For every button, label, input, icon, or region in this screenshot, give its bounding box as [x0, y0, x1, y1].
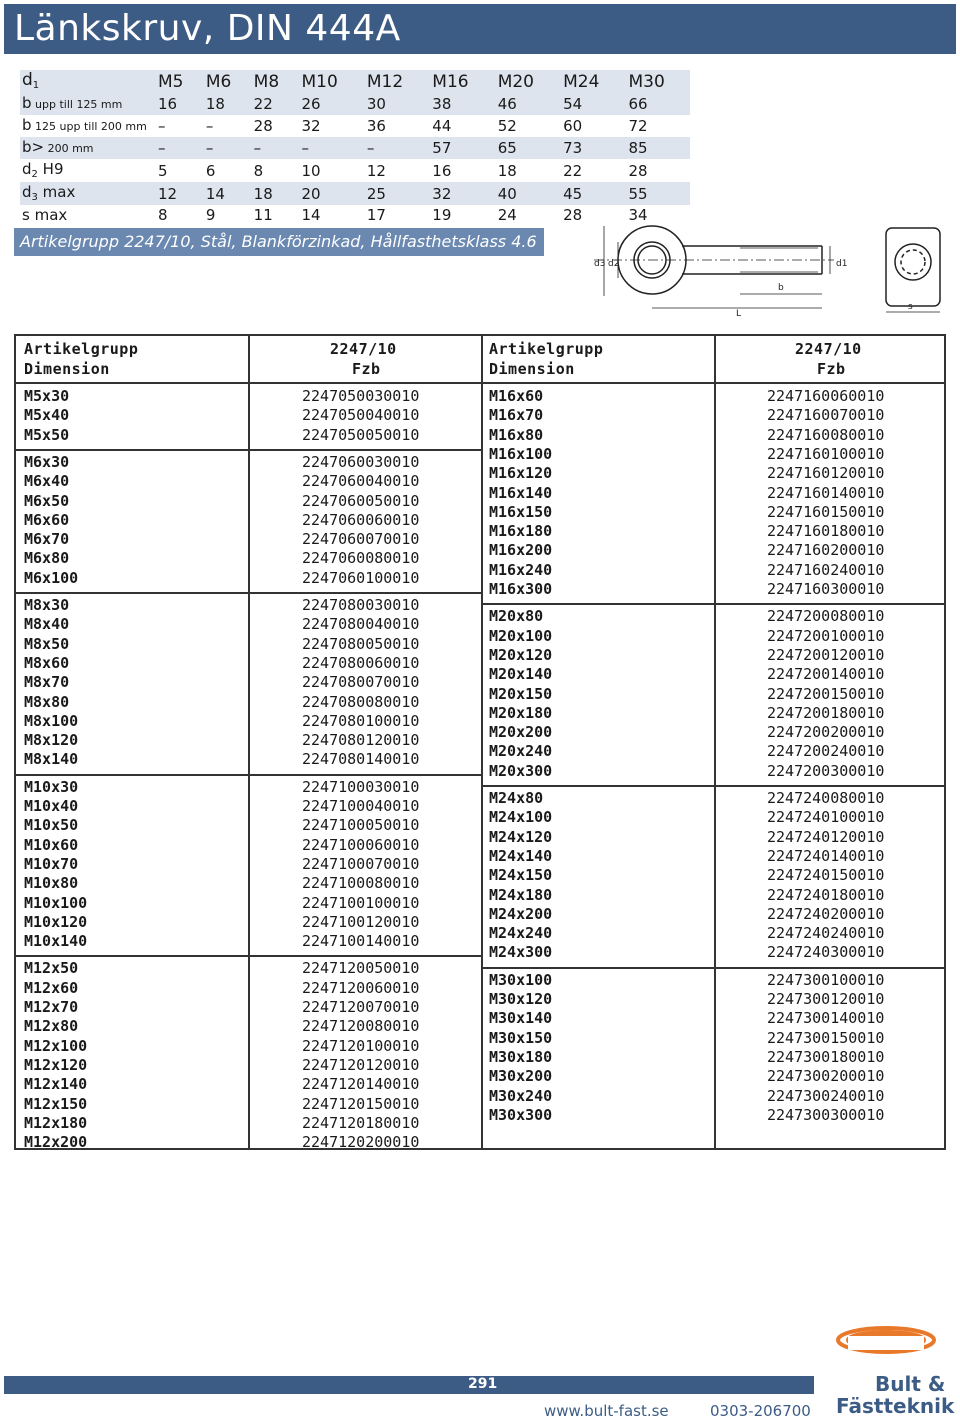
spec-size-header: M12 [363, 70, 428, 93]
spec-cell: 18 [202, 93, 250, 115]
title-bar [4, 4, 956, 54]
spec-row-label-main: s max [22, 206, 68, 225]
spec-cell: – [363, 137, 428, 159]
dimension-cell: M12x200 [24, 1133, 88, 1152]
spec-row-label-small: upp till 125 mm [31, 98, 123, 111]
article-number-cell: 2247120050010 [302, 959, 420, 978]
dimension-cell: M30x180 [489, 1047, 553, 1066]
header-dimension-right: Dimension [489, 360, 575, 378]
dimension-cell: M20x150 [489, 684, 553, 703]
article-number-cell: 2247240200010 [767, 904, 885, 923]
article-number-cell: 2247060050010 [302, 491, 420, 510]
spec-cell: 52 [497, 117, 517, 135]
spec-row-label [20, 137, 154, 159]
dimension-cell: M10x60 [24, 835, 79, 854]
dimension-cell: M20x120 [489, 645, 553, 664]
spec-cell: – [158, 117, 166, 135]
article-number-cell: 2247240100010 [767, 808, 885, 827]
dimension-cell: M8x60 [24, 653, 70, 672]
dimension-cell: M24x150 [489, 866, 553, 885]
spec-cell: 32 [428, 182, 493, 205]
dimension-cell: M30x150 [489, 1028, 553, 1047]
header-dimension-left: Dimension [24, 360, 110, 378]
dimension-cell: M12x140 [24, 1075, 88, 1094]
spec-row-label-sub: 2 [31, 169, 38, 180]
spec-cell: 16 [154, 93, 202, 115]
spec-row-label-main: d [22, 183, 32, 201]
spec-row [20, 93, 690, 115]
spec-cell: 17 [366, 206, 386, 225]
dimension-cell: M24x300 [489, 943, 553, 962]
page-title: Länkskruv, DIN 444A [14, 8, 401, 49]
spec-row-label [20, 93, 154, 115]
spec-cell: – [250, 137, 298, 159]
dimension-cell: M20x80 [489, 607, 544, 626]
article-number-cell: 2247120080010 [302, 1017, 420, 1036]
spec-cell: 85 [625, 137, 690, 159]
spec-cell: 26 [297, 93, 362, 115]
dimension-cell: M10x70 [24, 854, 79, 873]
header-artikelgrupp-left: Artikelgrupp [24, 340, 139, 358]
dim-label-d1: d1 [836, 259, 848, 269]
spec-cell: 54 [559, 93, 624, 115]
dimension-cell: M20x180 [489, 703, 553, 722]
spec-cell: 28 [563, 206, 583, 225]
article-number-cell: 2247060070010 [302, 530, 420, 549]
header-group-left: 2247/10 [330, 340, 397, 358]
article-number-cell: 2247120100010 [302, 1036, 420, 1055]
dimension-cell: M16x140 [489, 483, 553, 502]
spec-row-label [20, 205, 154, 225]
spec-size-header: M8 [250, 70, 298, 93]
article-number-cell: 2247160240010 [767, 560, 885, 579]
article-number-cell: 2247160200010 [767, 541, 885, 560]
article-number-cell: 2247300140010 [767, 1009, 885, 1028]
spec-size-header: M16 [428, 70, 493, 93]
dimension-cell: M20x200 [489, 723, 553, 742]
spec-cell: 34 [628, 206, 648, 225]
dimension-cell: M8x80 [24, 692, 70, 711]
spec-cell: 12 [154, 182, 202, 205]
article-number-cell: 2247200100010 [767, 626, 885, 645]
spec-cell: 24 [497, 206, 517, 225]
spec-cell: – [202, 137, 250, 159]
dimension-cell: M12x180 [24, 1113, 88, 1132]
group-divider [16, 774, 483, 776]
dimension-cell: M16x60 [489, 387, 544, 405]
article-number-cell: 2247300200010 [767, 1067, 885, 1086]
article-number-cell: 2247080050010 [302, 634, 420, 653]
article-number-cell: 2247050030010 [302, 387, 420, 405]
article-number-cell: 2247240080010 [767, 789, 885, 807]
group-divider [483, 603, 944, 605]
article-number-cell: 2247160100010 [767, 444, 885, 463]
technical-drawing [590, 218, 958, 318]
article-number-cell: 2247200180010 [767, 703, 885, 722]
spec-size-header: M6 [202, 70, 250, 93]
article-number-cell: 2247240240010 [767, 924, 885, 943]
spec-size-header: M24 [559, 70, 624, 93]
header-fzb-right: Fzb [817, 360, 846, 378]
group-bar [14, 228, 544, 256]
article-number-cell: 2247120150010 [302, 1094, 420, 1113]
spec-cell: 66 [625, 93, 690, 115]
dimension-cell: M12x80 [24, 1017, 79, 1036]
article-number-cell: 2247050040010 [302, 406, 420, 425]
spec-size-header: M20 [494, 70, 559, 93]
article-number-cell: 2247100100010 [302, 893, 420, 912]
article-number-cell: 2247080120010 [302, 731, 420, 750]
article-number-cell: 2247080030010 [302, 596, 420, 614]
article-number-cell: 2247240140010 [767, 846, 885, 865]
article-number-cell: 2247080080010 [302, 692, 420, 711]
article-number-cell: 2247200200010 [767, 723, 885, 742]
article-number-cell: 2247060030010 [302, 452, 420, 471]
article-number-cell: 2247100050010 [302, 816, 420, 835]
article-number-cell: 2247240300010 [767, 943, 885, 962]
spec-cell: 10 [301, 161, 321, 180]
dim-label-d3: d3 [594, 259, 606, 269]
dimension-cell: M10x120 [24, 912, 88, 931]
article-number-cell: 2247120180010 [302, 1113, 420, 1132]
group-title: Artikelgrupp 2247/10, Stål, Blankförzinkad, Hållfasthetsklass 4.6 [20, 232, 537, 251]
dimension-cell: M6x30 [24, 452, 70, 471]
article-number-cell: 2247300240010 [767, 1086, 885, 1105]
article-number-cell: 2247080060010 [302, 653, 420, 672]
spec-cell: 14 [301, 206, 321, 225]
spec-cell: 19 [432, 206, 452, 225]
article-number-cell: 2247160080010 [767, 425, 885, 444]
spec-cell: 6 [205, 161, 216, 180]
dimension-cell: M6x80 [24, 549, 70, 568]
header-artikelgrupp-right: Artikelgrupp [489, 340, 604, 358]
article-number-cell: 2247120140010 [302, 1075, 420, 1094]
article-number-cell: 2247100040010 [302, 797, 420, 815]
spec-label-sub: 1 [32, 80, 40, 91]
article-number-cell: 2247100030010 [302, 777, 420, 796]
dimension-cell: M12x120 [24, 1055, 88, 1074]
dimension-cell: M30x240 [489, 1086, 553, 1105]
article-number-cell: 2247080070010 [302, 673, 420, 692]
spec-row-label [20, 115, 154, 137]
spec-row-label-main: d [22, 160, 32, 178]
footer-bar [4, 1376, 814, 1394]
article-number-cell: 2247160060010 [767, 387, 885, 405]
dimension-cell: M24x80 [489, 789, 544, 807]
dimension-cell: M8x30 [24, 596, 70, 614]
dimension-cell: M10x40 [24, 797, 79, 815]
spec-row [20, 115, 690, 137]
article-number-cell: 2247120200010 [302, 1133, 420, 1152]
spec-row-label-small: 200 mm [44, 142, 94, 155]
dim-label-s: s [908, 302, 913, 312]
dimension-cell: M5x40 [24, 406, 70, 425]
dim-label-d2: d2 [608, 259, 620, 269]
article-number-cell: 2247100120010 [302, 912, 420, 931]
dimension-cell: M24x140 [489, 846, 553, 865]
spec-row-label-main: b [22, 116, 32, 134]
article-number-cell: 2247060100010 [302, 568, 420, 587]
article-number-cell: 2247100060010 [302, 835, 420, 854]
article-number-cell: 2247200300010 [767, 761, 885, 780]
article-number-cell: 2247200140010 [767, 665, 885, 684]
spec-cell: 60 [563, 117, 583, 135]
article-number-cell: 2247060040010 [302, 472, 420, 491]
article-number-cell: 2247160150010 [767, 502, 885, 521]
dimension-cell: M16x180 [489, 522, 553, 541]
spec-cell: 73 [559, 137, 624, 159]
spec-label-d1 [20, 70, 154, 93]
dimension-cell: M16x120 [489, 464, 553, 483]
spec-cell: 65 [494, 137, 559, 159]
spec-cell: 45 [559, 182, 624, 205]
spec-row [20, 137, 690, 159]
spec-cell: 40 [494, 182, 559, 205]
header-fzb-left: Fzb [352, 360, 381, 378]
dimension-cell: M8x70 [24, 673, 70, 692]
article-number-cell: 2247200080010 [767, 607, 885, 626]
dim-label-b: b [778, 283, 784, 293]
footer-phone: 0303-206700 [710, 1402, 811, 1420]
spec-size-header: M5 [154, 70, 202, 93]
article-number-cell: 2247300100010 [767, 970, 885, 989]
article-number-cell: 2247300120010 [767, 990, 885, 1008]
article-number-cell: 2247100140010 [302, 932, 420, 951]
dimension-cell: M8x120 [24, 731, 79, 750]
dimension-cell: M8x100 [24, 711, 79, 730]
dimension-cell: M24x180 [489, 885, 553, 904]
dimension-cell: M16x70 [489, 406, 544, 425]
article-number-cell: 2247160140010 [767, 483, 885, 502]
spec-cell: 12 [366, 161, 386, 180]
spec-cell: – [205, 117, 214, 135]
dimension-cell: M10x50 [24, 816, 79, 835]
article-table [14, 334, 946, 1150]
dimension-cell: M12x70 [24, 998, 79, 1016]
brand-name-line1: Bult & [875, 1372, 946, 1396]
spec-label-main: d [22, 70, 33, 90]
dimension-cell: M24x200 [489, 904, 553, 923]
page-number: 291 [468, 1376, 498, 1392]
spec-row-label [20, 159, 154, 182]
spec-cell: 18 [497, 161, 517, 180]
dimension-cell: M10x30 [24, 777, 79, 796]
article-number-cell: 2247200150010 [767, 684, 885, 703]
dimension-cell: M10x80 [24, 874, 79, 893]
spec-row-label-main: b [22, 94, 32, 112]
dimension-cell: M12x150 [24, 1094, 88, 1113]
group-divider [483, 785, 944, 787]
dimension-cell: M6x70 [24, 530, 70, 549]
spec-cell: 16 [432, 161, 452, 180]
dimension-cell: M6x50 [24, 491, 70, 510]
dimension-cell: M24x100 [489, 808, 553, 827]
dimension-cell: M12x50 [24, 959, 79, 978]
spec-row-label-after: max [37, 183, 76, 201]
dimension-cell: M5x30 [24, 387, 70, 405]
article-number-cell: 2247160120010 [767, 464, 885, 483]
spec-cell: 14 [202, 182, 250, 205]
article-number-cell: 2247120070010 [302, 998, 420, 1016]
dimension-cell: M8x140 [24, 750, 79, 769]
table-header [16, 336, 944, 384]
dimension-cell: M16x100 [489, 444, 553, 463]
article-number-cell: 2247240150010 [767, 866, 885, 885]
dimension-cell: M30x140 [489, 1009, 553, 1028]
article-number-cell: 2247300300010 [767, 1105, 885, 1124]
article-number-cell: 2247160180010 [767, 522, 885, 541]
group-divider [16, 955, 483, 957]
spec-cell: 8 [253, 161, 264, 180]
article-number-cell: 2247300180010 [767, 1047, 885, 1066]
spec-cell: 22 [563, 161, 583, 180]
spec-cell: 30 [363, 93, 428, 115]
spec-cell: 25 [363, 182, 428, 205]
dimension-cell: M6x40 [24, 472, 70, 491]
dimension-cell: M16x240 [489, 560, 553, 579]
dimension-cell: M24x120 [489, 827, 553, 846]
dimension-cell: M30x120 [489, 990, 553, 1008]
spec-cell: 72 [628, 117, 648, 135]
spec-header-row [20, 70, 690, 93]
spec-cell: 8 [158, 206, 168, 225]
spec-cell: 9 [205, 206, 216, 225]
dimension-cell: M16x300 [489, 580, 553, 598]
article-number-cell: 2247050050010 [302, 425, 420, 444]
article-number-cell: 2247120120010 [302, 1055, 420, 1074]
article-number-cell: 2247080040010 [302, 615, 420, 634]
article-number-cell: 2247100070010 [302, 854, 420, 873]
header-group-right: 2247/10 [795, 340, 862, 358]
article-number-cell: 2247080100010 [302, 711, 420, 730]
article-number-cell: 2247300150010 [767, 1028, 885, 1047]
article-number-cell: 2247200240010 [767, 742, 885, 761]
dimension-cell: M20x240 [489, 742, 553, 761]
dimension-cell: M10x100 [24, 893, 88, 912]
group-divider [16, 449, 483, 451]
group-divider [16, 592, 483, 594]
spec-cell: 28 [253, 117, 273, 135]
spec-size-header: M30 [625, 70, 690, 93]
spec-row-label-after: H9 [37, 160, 64, 178]
dimension-cell: M20x140 [489, 665, 553, 684]
dimension-cell: M16x200 [489, 541, 553, 560]
spec-cell: 20 [297, 182, 362, 205]
article-number-cell: 2247060060010 [302, 510, 420, 529]
spec-cell: 36 [366, 117, 386, 135]
spec-row [20, 159, 690, 182]
spec-cell: 28 [628, 161, 648, 180]
spec-row-label-small: 125 upp till 200 mm [31, 120, 147, 133]
spec-cell: 44 [432, 117, 452, 135]
article-number-cell: 2247240120010 [767, 827, 885, 846]
spec-row [20, 182, 690, 205]
article-number-cell: 2247160300010 [767, 580, 885, 598]
spec-cell: 22 [250, 93, 298, 115]
dimension-cell: M30x100 [489, 970, 553, 989]
spec-cell: 11 [253, 206, 273, 225]
dimension-cell: M6x60 [24, 510, 70, 529]
article-number-cell: 2247060080010 [302, 549, 420, 568]
spec-size-header: M10 [297, 70, 362, 93]
dimension-cell: M12x60 [24, 978, 79, 997]
dimension-cell: M8x50 [24, 634, 70, 653]
dimension-cell: M20x300 [489, 761, 553, 780]
dimension-cell: M8x40 [24, 615, 70, 634]
spec-cell: 32 [301, 117, 321, 135]
spec-cell: 46 [494, 93, 559, 115]
spec-cell: 18 [250, 182, 298, 205]
spec-row-label-main: b> [22, 138, 45, 156]
spec-table [20, 70, 690, 225]
brand-logo-icon [830, 1316, 940, 1372]
article-number-cell: 2247200120010 [767, 645, 885, 664]
dimension-cell: M30x200 [489, 1067, 553, 1086]
dimension-cell: M10x140 [24, 932, 88, 951]
spec-cell: 38 [428, 93, 493, 115]
brand-name-line2: Fästteknik [836, 1394, 955, 1418]
footer-website: www.bult-fast.se [544, 1402, 669, 1420]
dimension-cell: M12x100 [24, 1036, 88, 1055]
article-number-cell: 2247240180010 [767, 885, 885, 904]
dimension-cell: M6x100 [24, 568, 79, 587]
dim-label-l: L [736, 309, 742, 318]
dimension-cell: M20x100 [489, 626, 553, 645]
spec-cell: 5 [158, 161, 168, 180]
dimension-cell: M30x300 [489, 1105, 553, 1124]
spec-cell: – [154, 137, 202, 159]
spec-cell: – [297, 137, 362, 159]
dimension-cell: M16x80 [489, 425, 544, 444]
dimension-cell: M5x50 [24, 425, 70, 444]
article-number-cell: 2247160070010 [767, 406, 885, 425]
article-number-cell: 2247080140010 [302, 750, 420, 769]
dimension-cell: M24x240 [489, 924, 553, 943]
group-divider [483, 967, 944, 969]
spec-row-label [20, 182, 154, 205]
article-number-cell: 2247120060010 [302, 978, 420, 997]
spec-row-label-sub: 3 [31, 192, 38, 203]
spec-cell: 55 [625, 182, 690, 205]
spec-cell: 57 [428, 137, 493, 159]
dimension-cell: M16x150 [489, 502, 553, 521]
article-number-cell: 2247100080010 [302, 874, 420, 893]
